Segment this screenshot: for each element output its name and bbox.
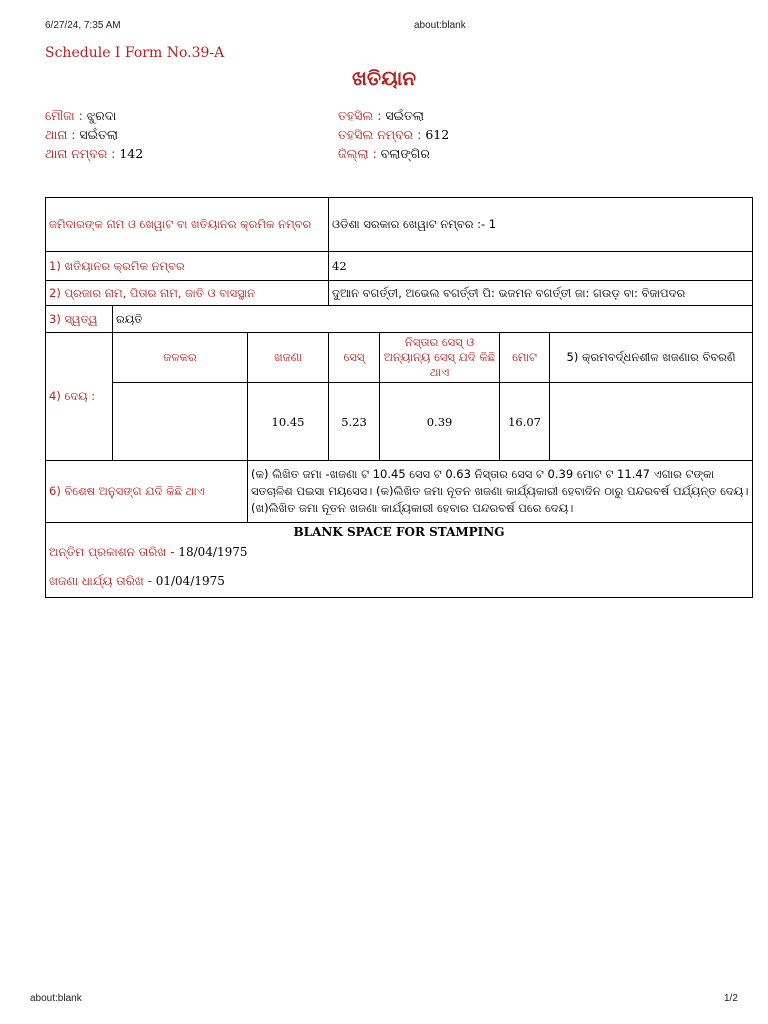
print-url: about:blank — [414, 20, 466, 31]
print-datetime: 6/27/24, 7:35 AM — [45, 20, 121, 31]
info-tahasil: ତହସିଲ : ସଇଁତଲା — [338, 108, 424, 123]
form-number: Schedule I Form No.39-A — [45, 45, 225, 61]
info-thana-number: ଥାନା ନମ୍ବର : 142 — [45, 146, 144, 161]
value-cess: 5.23 — [329, 383, 380, 461]
right-value: ରୟତି — [113, 306, 753, 333]
value-progressive-rent — [550, 383, 753, 461]
rent-fixation-date: ଖଜଣା ଧାର୍ଯ୍ୟ ତାରିଖ - 01/04/1975 — [49, 574, 225, 588]
header-jalakar: ଜଳକର — [113, 333, 248, 383]
final-publication-date: ଅନ୍ତିମ ପ୍ରକାଶନ ତାରିଖ - 18/04/1975 — [49, 545, 248, 559]
tenant-label: 2) ପ୍ରଜାର ନାମ, ପିତାର ନାମ, ଜାତି ଓ ବାସସ୍ଥାନ — [46, 281, 329, 306]
tenant-value: ଦୁଆନ ବଗର୍ତ୍ତୀ, ଅଭେଲ ବଗର୍ତ୍ତୀ ପି: ଭଜମନ ବଗର୍ତ୍ତୀ ଜା: ଗଉଡ଼ ବା: ବିଜାପଦର — [329, 281, 753, 306]
header-total: ମୋଟ — [500, 333, 550, 383]
value-nistar-cess: 0.39 — [380, 383, 500, 461]
row-right — [46, 306, 753, 333]
info-thana: ଥାନା : ସଇଁତଲା — [45, 127, 118, 142]
row-remarks — [46, 461, 753, 523]
header-progressive-rent: 5) କ୍ରମବର୍ଦ୍ଧନଶୀଳ ଖଜଣାର ବିବରଣି — [550, 333, 753, 383]
owner-label: ଜମିଦାରଙ୍କ ନାମ ଓ ଖେୱାଟ ବା ଖତିୟାନର କ୍ରମିକ ନମ୍ବର — [46, 198, 329, 252]
serial-label: 1) ଖତିୟାନର କ୍ରମିକ ନମ୍ବର — [46, 252, 329, 281]
remarks-value: (କ) ଲିଖିତ ଜମା -ଖଜଣା ଟ 10.45 ସେସ ଟ 0.63 ନିସ୍ତାର ସେସ ଟ 0.39 ମୋଟ ଟ 11.47 ଏଗାର ଟଙ୍କା ସତଚାଳିଶ ପଇସା ମୟସେସ। (କ)ଲିଖିତ ଜମା ନୂତନ ଖଜଣା କାର୍ଯ୍ୟକାରୀ ହେବାଦିନ ଠାରୁ ପନ୍ଦରବର୍ଷ ପର୍ଯ୍ୟନ୍ତ ଦେୟ। (ଖ)ଲିଖିତ ଜମା ନୂତନ ଖଜଣା କାର୍ଯ୍ୟକାରୀ ହେବାର ପନ୍ଦରବର୍ଷ ପରେ ଦେୟ। — [248, 461, 753, 523]
stamp-area — [46, 523, 753, 598]
stamp-title: BLANK SPACE FOR STAMPING — [293, 525, 505, 539]
header-cess: ସେସ୍ — [329, 333, 380, 383]
info-district: ଜିଲ୍ଲା : ବଲାଙ୍ଗିର — [338, 146, 430, 161]
right-label: 3) ସ୍ୱତ୍ୱ — [46, 306, 113, 333]
value-jalakar — [113, 383, 248, 461]
footer-url: about:blank — [30, 993, 82, 1004]
info-mouza: ମୌଜା : ଝୁରଦା — [45, 108, 117, 123]
row-tenant — [46, 281, 753, 306]
footer-page-number: 1/2 — [724, 993, 738, 1004]
info-right — [338, 106, 449, 163]
value-khajana: 10.45 — [248, 383, 329, 461]
info-tahasil-number: ତହସିଲ ନମ୍ବର : 612 — [338, 127, 450, 142]
header-khajana: ଖଜଣା — [248, 333, 329, 383]
info-left — [45, 106, 143, 163]
row-serial — [46, 252, 753, 281]
dues-label: 4) ଦେୟ : — [46, 333, 113, 461]
serial-value: 42 — [329, 252, 753, 281]
header-nistar-cess: ନିସ୍ତାର ସେସ୍ ଓ ଅନ୍ୟାନ୍ୟ ସେସ୍ ଯଦି କିଛି ଥାଏ — [380, 333, 500, 383]
khatiyan-table — [45, 197, 753, 598]
owner-value: ଓଡିଶା ସରକାର ଖେୱାଟ ନମ୍ବର :- 1 — [329, 198, 753, 252]
page-title: ଖତିୟାନ — [351, 66, 417, 90]
value-total: 16.07 — [500, 383, 550, 461]
remarks-label: 6) ବିଶେଷ ଅନୁସଙ୍ଗ ଯଦି କିଛି ଥାଏ — [46, 461, 248, 523]
row-dues-headers — [46, 333, 753, 383]
row-stamp — [46, 523, 753, 598]
row-owner — [46, 198, 753, 252]
row-dues-values — [46, 383, 753, 461]
